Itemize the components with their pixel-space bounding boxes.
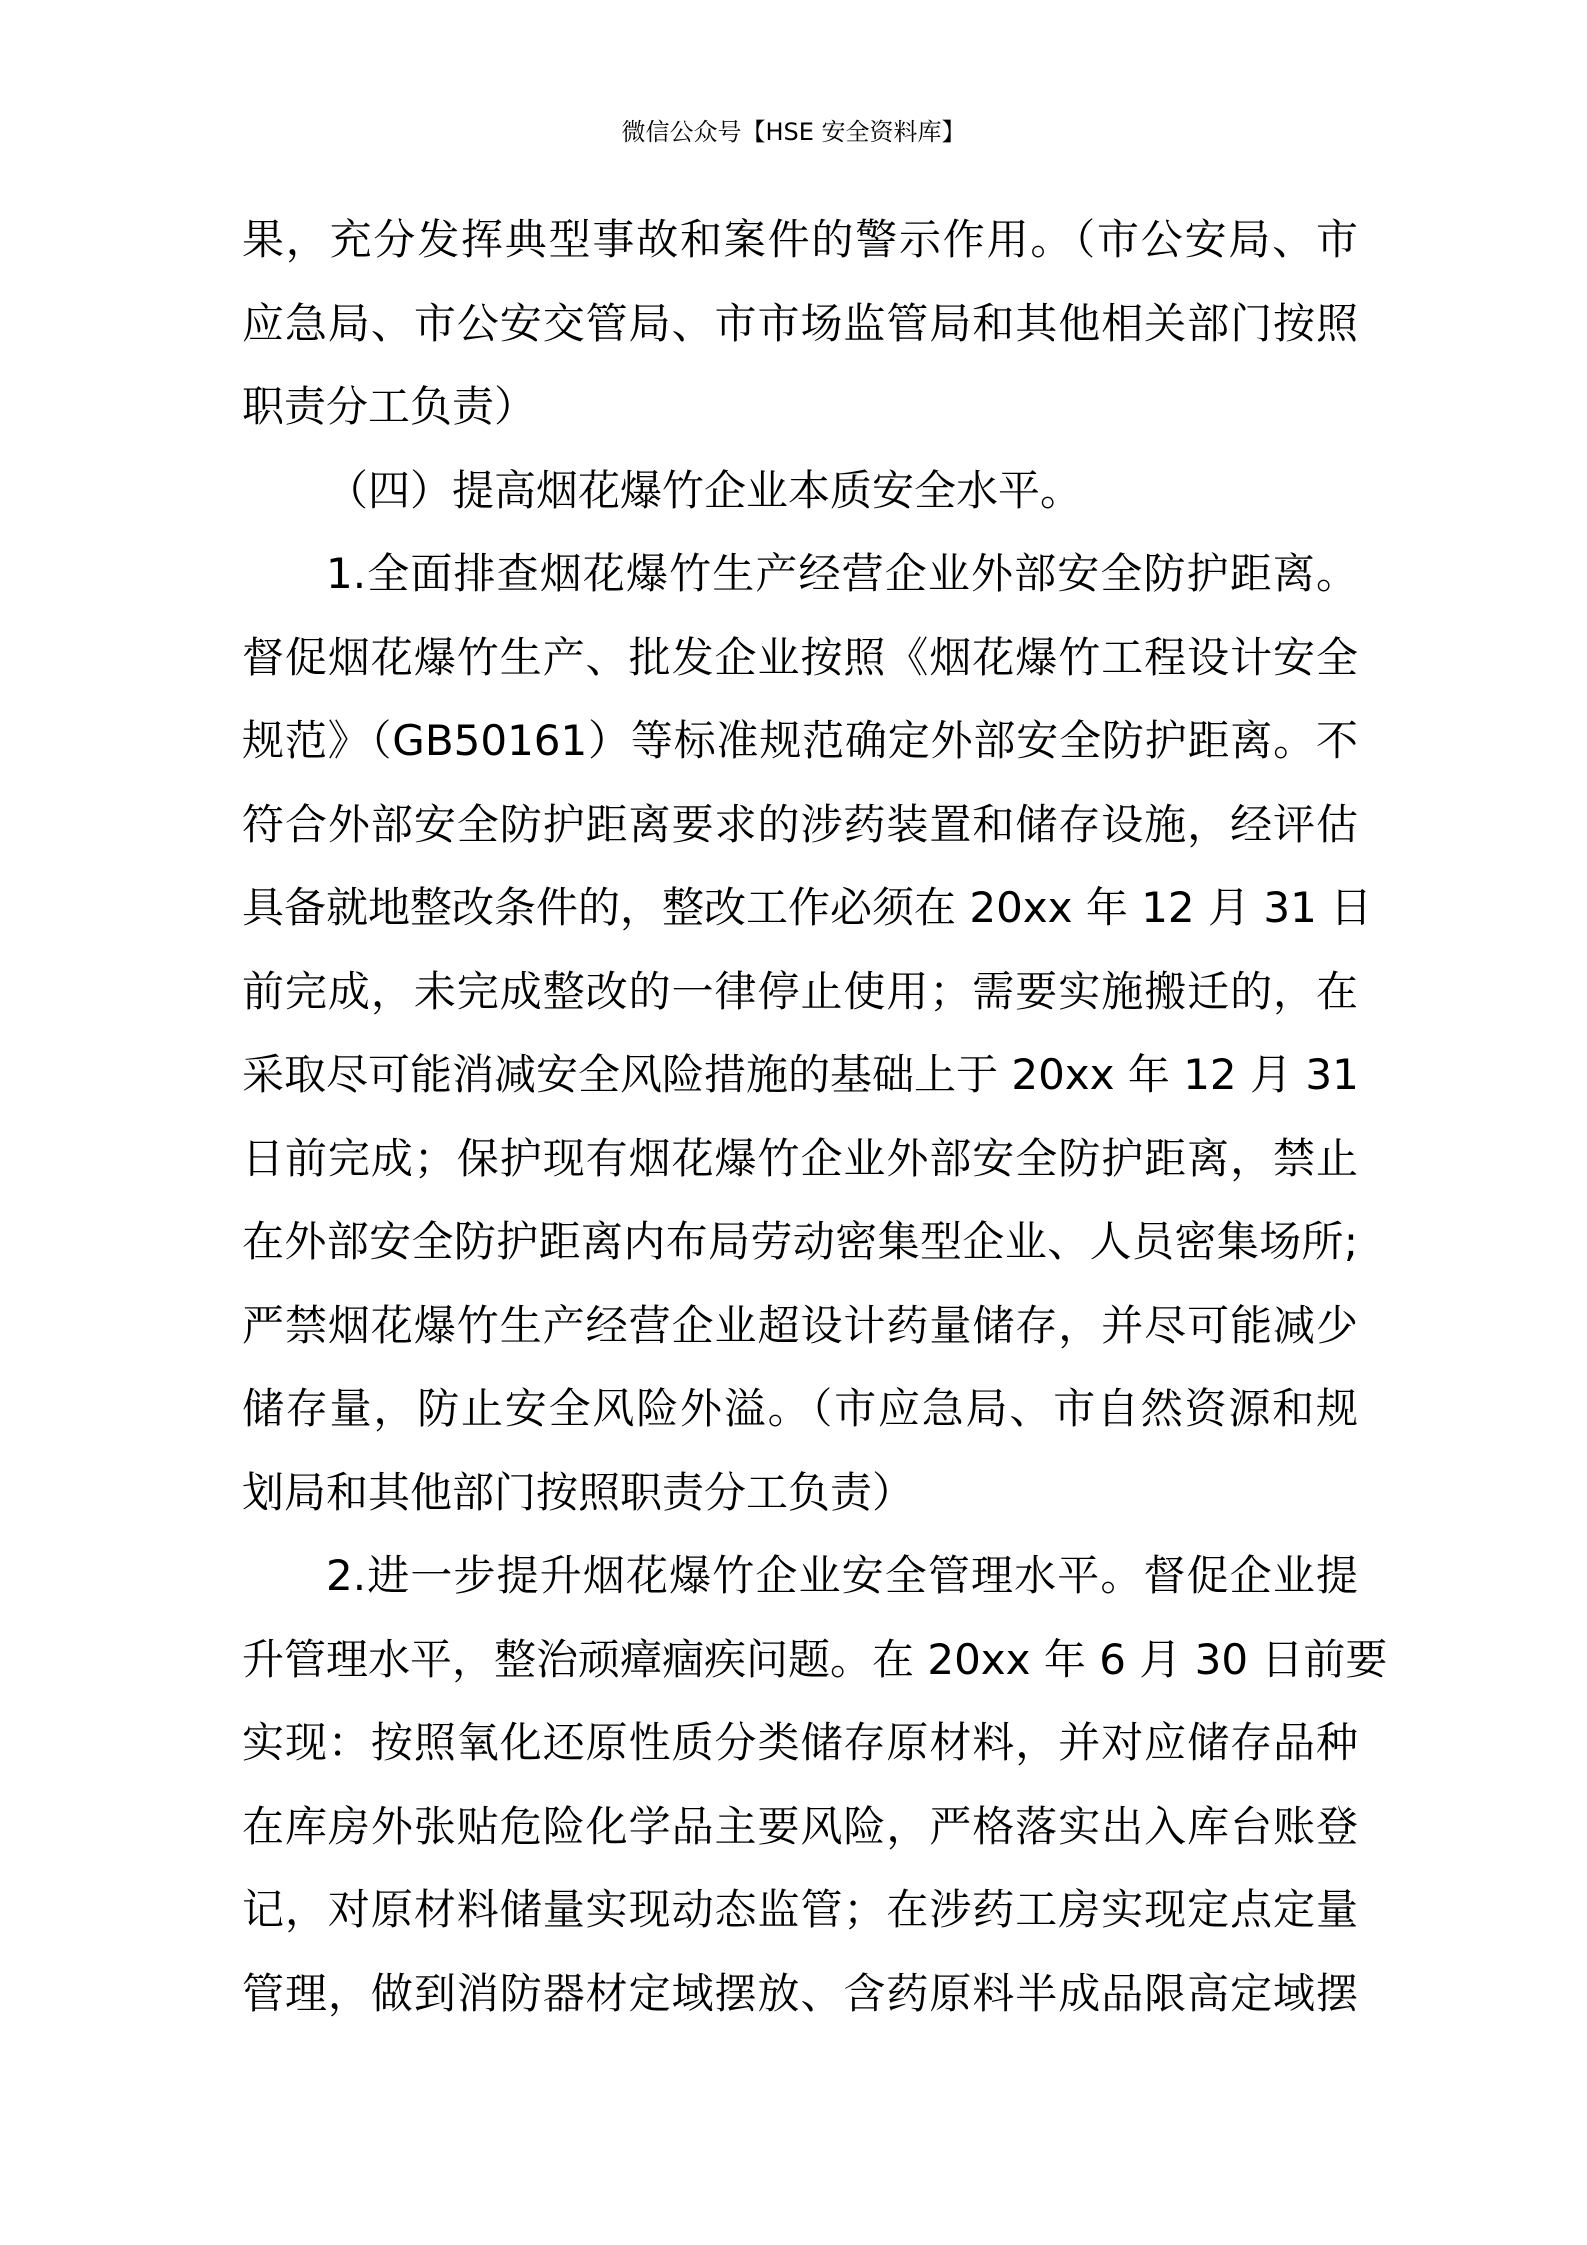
text-line: 严禁烟花爆竹生产经营企业超设计药量储存，并尽可能减少 [242,1300,1358,1350]
text-line: 规范》（GB50161）等标准规范确定外部安全防护距离。不 [242,716,1358,765]
text-line: 日前完成；保护现有烟花爆竹企业外部安全防护距离，禁止 [242,1133,1358,1183]
section-heading: （四）提高烟花爆竹企业本质安全水平。 [326,465,1083,515]
text-line: 管理，做到消防器材定域摆放、含药原料半成品限高定域摆 [242,1968,1358,2018]
text-line: 采取尽可能消减安全风险措施的基础上于 20xx 年 12 月 31 [242,1050,1359,1099]
text-line: 符合外部安全防护距离要求的涉药装置和储存设施，经评估 [242,799,1358,849]
text-line: 应急局、市公安交管局、市市场监管局和其他相关部门按照 [242,298,1358,348]
text-line: 记，对原材料储量实现动态监管；在涉药工房实现定点定量 [242,1885,1358,1934]
text-line: 升管理水平，整治顽瘴痼疾问题。在 20xx 年 6 月 30 日前要 [242,1634,1388,1684]
text-line: 果，充分发挥典型事故和案件的警示作用。（市公安局、市 [242,215,1358,264]
text-line: 具备就地整改条件的，整改工作必须在 20xx 年 12 月 31 日 [242,883,1373,932]
text-line: 划局和其他部门按照职责分工负责） [242,1467,915,1517]
text-line: 实现：按照氧化还原性质分类储存原材料，并对应储存品种 [242,1718,1358,1767]
item-heading: 2.进一步提升烟花爆竹企业安全管理水平。督促企业提 [326,1551,1358,1600]
text-line: 督促烟花爆竹生产、批发企业按照《烟花爆竹工程设计安全 [242,632,1358,682]
text-line: 储存量，防止安全风险外溢。（市应急局、市自然资源和规 [242,1384,1358,1433]
document-body [242,198,1388,2035]
text-line: 前完成，未完成整改的一律停止使用；需要实施搬迁的，在 [242,966,1358,1016]
text-line: 在库房外张贴危险化学品主要风险，严格落实出入库台账登 [242,1801,1358,1851]
text-line: 在外部安全防护距离内布局劳动密集型企业、人员密集场所; [242,1217,1358,1266]
text-line: 职责分工负责） [242,382,537,431]
page-header: 微信公众号【HSE 安全资料库】 [621,118,966,146]
item-heading: 1.全面排查烟花爆竹生产经营企业外部安全防护距离。 [326,549,1358,598]
